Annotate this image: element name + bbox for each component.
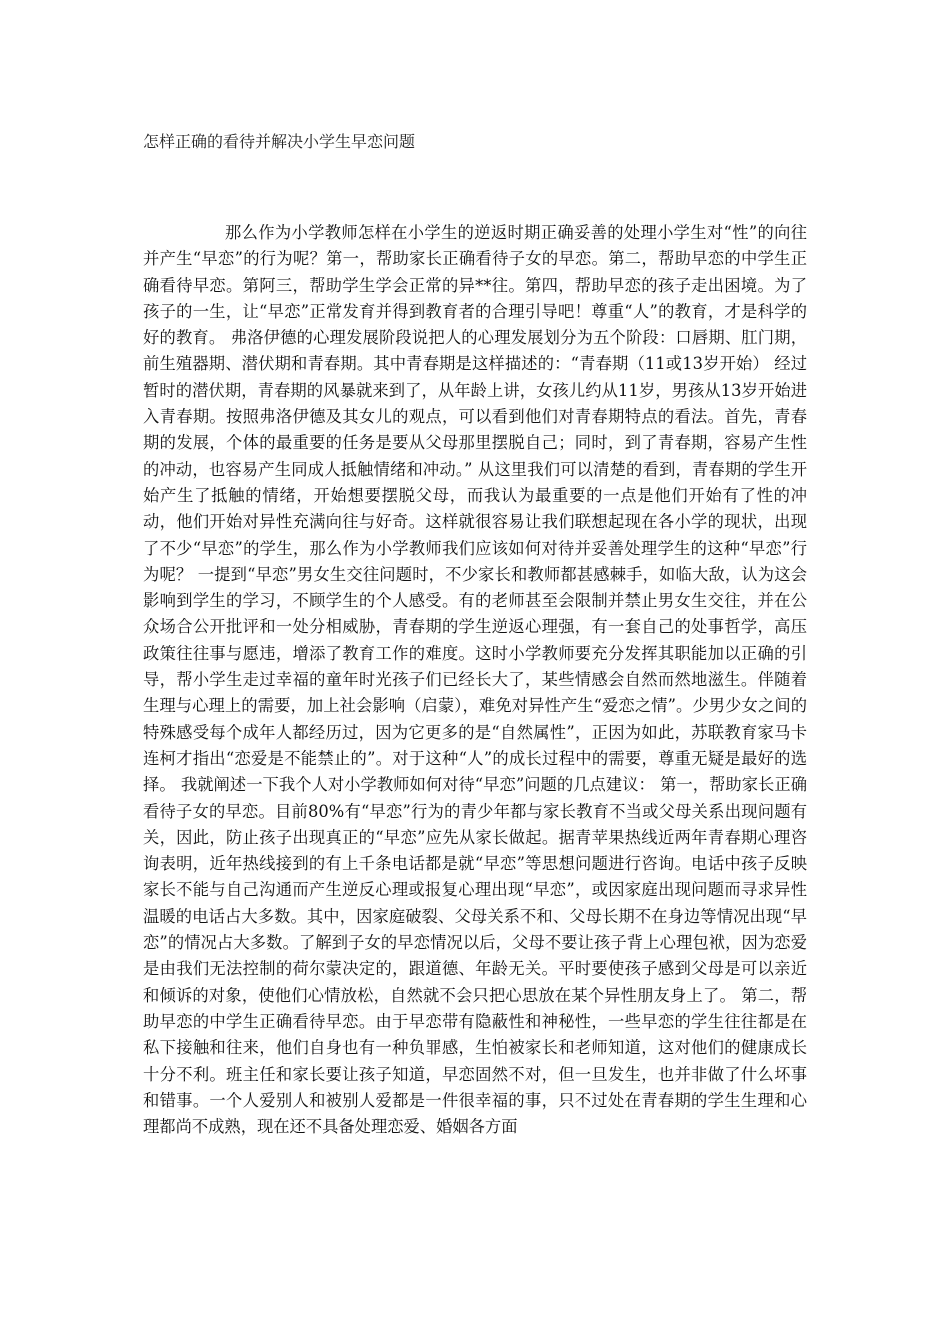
document-title: 怎样正确的看待并解决小学生早恋问题 xyxy=(143,132,416,151)
document-body-paragraph: 那么作为小学教师怎样在小学生的逆返时期正确妥善的处理小学生对“性”的向往并产生“早恋”的行为呢？第一，帮助家长正确看待子女的早恋。第二，帮助早恋的中学生正确看待早恋。第阿三，帮助学生学会正常的异**往。第四，帮助早恋的孩子走出困境。为了孩子的一生，让“早恋”正常发育并得到教育者的合理引导吧！尊重“人”的教育，才是科学的好的教育。 弗洛伊德的心理发展阶段说把人的心理发展划分为五个阶段：口唇期、肛门期，前生殖器期、潜伏期和青春期。其中青春期是这样描述的：“青春期（11或13岁开始） 经过暂时的潜伏期，青春期的风暴就来到了，从年龄上讲，女孩儿约从11岁，男孩从13岁开始进入青春期。按照弗洛伊德及其女儿的观点，可以看到他们对青春期特点的看法。首先，青春期的发展，个体的最重要的任务是要从父母那里摆脱自己；同时，到了青春期，容易产生性的冲动，也容易产生同成人抵触情绪和冲动。” 从这里我们可以清楚的看到，青春期的学生开始产生了抵触的情绪，开始想要摆脱父母，而我认为最重要的一点是他们开始有了性的冲动，他们开始对异性充满向往与好奇。这样就很容易让我们联想起现在各小学的现状，出现了不少“早恋”的学生，那么作为小学教师我们应该如何对待并妥善处理学生的这种“早恋”行为呢？ 一提到“早恋”男女生交往问题时，不少家长和教师都甚感棘手，如临大敌，认为这会影响到学生的学习，不顾学生的个人感受。有的老师甚至会限制并禁止男女生交往，并在公众场合公开批评和一处分相威胁，青春期的学生逆返心理强，有一套自己的处事哲学，高压政策往往事与愿违，增添了教育工作的难度。这时小学教师要充分发挥其职能加以正确的引导，帮小学生走过幸福的童年时光孩子们已经长大了，某些情感会自然而然地滋生。伴随着生理与心理上的需要，加上社会影响（启蒙），难免对异性产生“爱恋之情”。少男少女之间的特殊感受每个成年人都经历过，因为它更多的是“自然属性”，正因为如此，苏联教育家马卡连柯才指出“恋爱是不能禁止的”。对于这种“人”的成长过程中的需要，尊重无疑是最好的选择。 我就阐述一下我个人对小学教师如何对待“早恋”问题的几点建议： 第一，帮助家长正确看待子女的早恋。目前80%有“早恋”行为的青少年都与家长教育不当或父母关系出现问题有关，因此，防止孩子出现真正的“早恋”应先从家长做起。据青苹果热线近两年青春期心理咨询表明，近年热线接到的有上千条电话都是就“早恋”等思想问题进行咨询。电话中孩子反映家长不能与自己沟通而产生逆反心理或报复心理出现“早恋”，或因家庭出现问题而寻求异性温暖的电话占大多数。其中，因家庭破裂、父母关系不和、父母长期不在身边等情况出现“早恋”的情况占大多数。了解到子女的早恋情况以后，父母不要让孩子背上心理包袱，因为恋爱是由我们无法控制的荷尔蒙决定的，跟道德、年龄无关。平时要使孩子感到父母是可以亲近和倾诉的对象，使他们心情放松，自然就不会只把心思放在某个异性朋友身上了。 第二，帮助早恋的中学生正确看待早恋。由于早恋带有隐蔽性和神秘性，一些早恋的学生往往都是在私下接触和往来，他们自身也有一种负罪感，生怕被家长和老师知道，这对他们的健康成长十分不利。班主任和家长要让孩子知道，早恋固然不对，但一旦发生，也并非做了什么坏事和错事。一个人爱别人和被别人爱都是一件很幸福的事，只不过处在青春期的学生生理和心理都尚不成熟，现在还不具备处理恋爱、婚姻各方面 xyxy=(143,223,807,1137)
